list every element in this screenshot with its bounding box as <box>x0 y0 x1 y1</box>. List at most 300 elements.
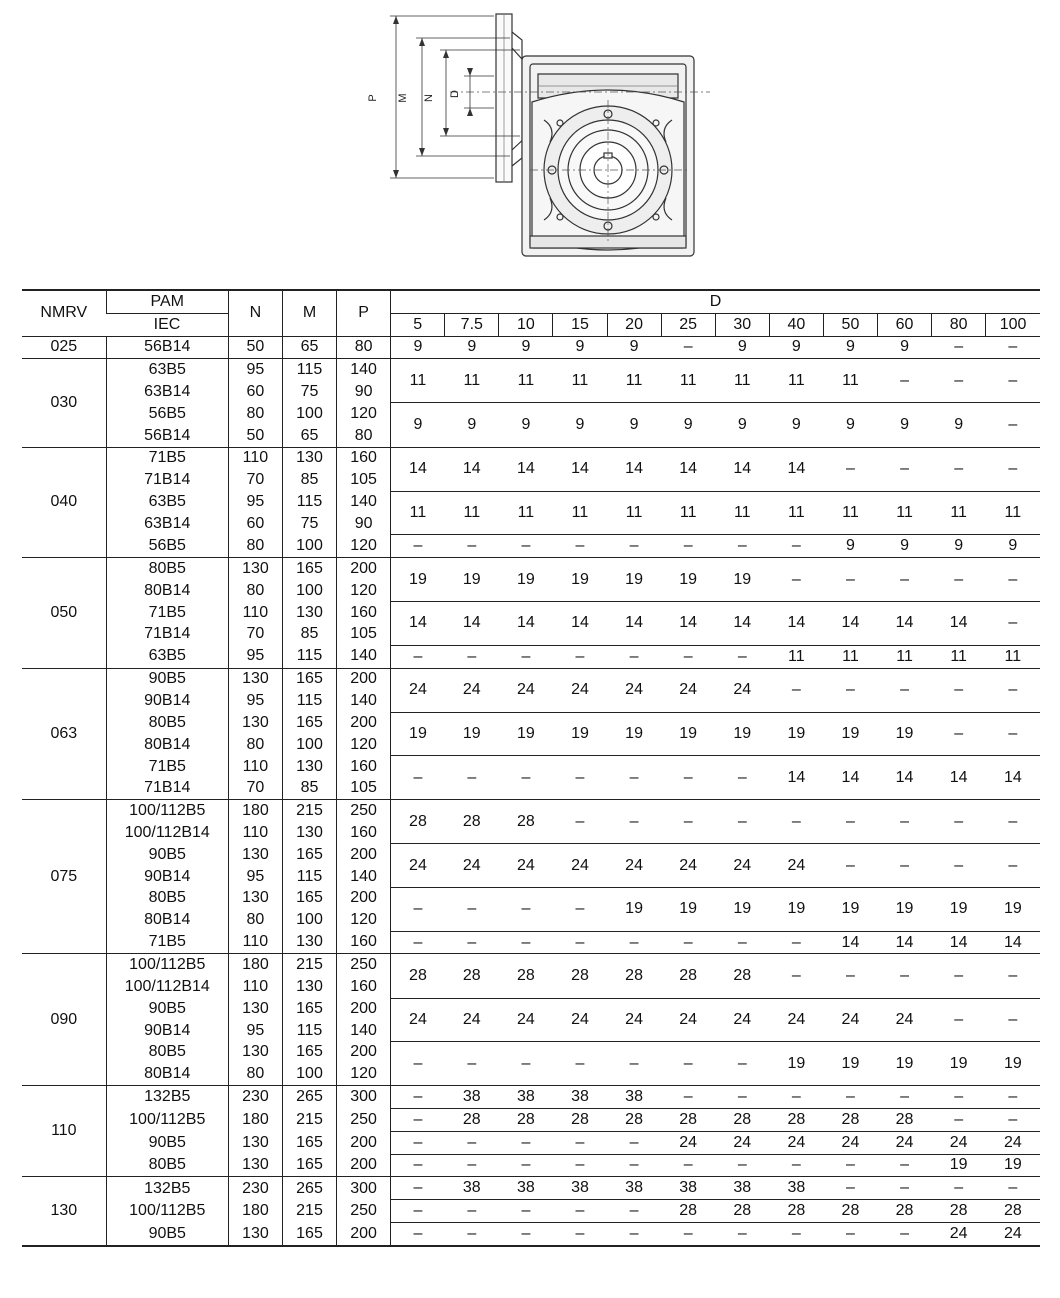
iec-cell: 63B5 <box>106 645 228 668</box>
m-cell: 75 <box>282 381 336 403</box>
shaft-diameter-cell: 24 <box>391 668 445 712</box>
iec-cell: 90B5 <box>106 844 228 866</box>
shaft-diameter-cell: 28 <box>715 1200 769 1223</box>
shaft-diameter-cell: 11 <box>823 645 877 668</box>
m-cell: 165 <box>282 844 336 866</box>
shaft-diameter-cell: 24 <box>932 1222 986 1245</box>
shaft-diameter-cell: 28 <box>986 1200 1040 1223</box>
shaft-diameter-cell: – <box>823 1086 877 1109</box>
header-nmrv: NMRV <box>22 290 106 336</box>
shaft-diameter-cell: 28 <box>661 954 715 998</box>
shaft-diameter-cell: – <box>769 1154 823 1177</box>
shaft-diameter-cell: – <box>932 998 986 1042</box>
shaft-diameter-cell: 24 <box>769 998 823 1042</box>
p-cell: 250 <box>337 1200 391 1223</box>
shaft-diameter-cell: – <box>553 1131 607 1154</box>
n-cell: 50 <box>228 425 282 447</box>
shaft-diameter-cell: 11 <box>769 491 823 535</box>
shaft-diameter-cell: 14 <box>607 602 661 646</box>
shaft-diameter-cell: – <box>769 1086 823 1109</box>
shaft-diameter-cell: 19 <box>553 712 607 756</box>
shaft-diameter-cell: – <box>553 800 607 844</box>
shaft-diameter-cell: 24 <box>445 998 499 1042</box>
n-cell: 130 <box>228 558 282 580</box>
shaft-diameter-cell: – <box>715 535 769 558</box>
shaft-diameter-cell: 9 <box>499 336 553 359</box>
shaft-diameter-cell: 24 <box>932 1131 986 1154</box>
shaft-diameter-cell: – <box>715 645 769 668</box>
shaft-diameter-cell: – <box>661 756 715 800</box>
shaft-diameter-cell: – <box>715 1222 769 1245</box>
table-row <box>22 1222 1040 1245</box>
shaft-diameter-cell: 19 <box>499 558 553 602</box>
shaft-diameter-cell: 9 <box>823 535 877 558</box>
n-cell: 110 <box>228 447 282 469</box>
header-d-value: 15 <box>553 313 607 336</box>
shaft-diameter-cell: 19 <box>661 712 715 756</box>
shaft-diameter-cell: 14 <box>986 931 1040 954</box>
model-cell: 130 <box>22 1177 106 1246</box>
shaft-diameter-cell: 19 <box>553 558 607 602</box>
shaft-diameter-cell: 38 <box>553 1086 607 1109</box>
shaft-diameter-cell: 11 <box>878 491 932 535</box>
shaft-diameter-cell: 28 <box>661 1200 715 1223</box>
p-cell: 140 <box>337 491 391 513</box>
n-cell: 110 <box>228 976 282 998</box>
p-cell: 120 <box>337 734 391 756</box>
p-cell: 160 <box>337 447 391 469</box>
shaft-diameter-cell: 28 <box>769 1108 823 1131</box>
shaft-diameter-cell: – <box>986 800 1040 844</box>
p-cell: 120 <box>337 580 391 602</box>
shaft-diameter-cell: 19 <box>607 888 661 932</box>
m-cell: 165 <box>282 888 336 910</box>
shaft-diameter-cell: – <box>986 447 1040 491</box>
shaft-diameter-cell: 9 <box>715 336 769 359</box>
p-cell: 160 <box>337 822 391 844</box>
shaft-diameter-cell: – <box>391 1086 445 1109</box>
shaft-diameter-cell: 14 <box>391 447 445 491</box>
shaft-diameter-cell: 28 <box>769 1200 823 1223</box>
n-cell: 70 <box>228 778 282 800</box>
shaft-diameter-cell: – <box>932 954 986 998</box>
shaft-diameter-cell: 24 <box>553 844 607 888</box>
shaft-diameter-cell: 14 <box>878 931 932 954</box>
shaft-diameter-cell: 28 <box>661 1108 715 1131</box>
shaft-diameter-cell: 24 <box>445 668 499 712</box>
shaft-diameter-cell: – <box>878 1086 932 1109</box>
iec-cell: 80B5 <box>106 888 228 910</box>
iec-cell: 100/112B14 <box>106 822 228 844</box>
shaft-diameter-cell: 14 <box>607 447 661 491</box>
shaft-diameter-cell: – <box>445 645 499 668</box>
shaft-diameter-cell: 9 <box>607 336 661 359</box>
n-cell: 130 <box>228 888 282 910</box>
n-cell: 130 <box>228 712 282 734</box>
shaft-diameter-cell: – <box>878 1154 932 1177</box>
shaft-diameter-cell: 28 <box>878 1200 932 1223</box>
shaft-diameter-cell: – <box>932 336 986 359</box>
shaft-diameter-cell: – <box>445 888 499 932</box>
m-cell: 215 <box>282 954 336 976</box>
table-row <box>22 998 1040 1020</box>
model-cell: 050 <box>22 558 106 668</box>
model-cell: 063 <box>22 668 106 800</box>
shaft-diameter-cell: 28 <box>607 1108 661 1131</box>
model-cell: 075 <box>22 800 106 954</box>
m-cell: 65 <box>282 336 336 359</box>
header-d: D <box>391 290 1040 313</box>
shaft-diameter-cell: 19 <box>823 1042 877 1086</box>
m-cell: 100 <box>282 909 336 931</box>
m-cell: 75 <box>282 513 336 535</box>
shaft-diameter-cell: – <box>607 1154 661 1177</box>
shaft-diameter-cell: 19 <box>932 1042 986 1086</box>
shaft-diameter-cell: 24 <box>769 1131 823 1154</box>
dimension-label-d: D <box>449 90 461 98</box>
p-cell: 200 <box>337 668 391 690</box>
shaft-diameter-cell: – <box>986 998 1040 1042</box>
shaft-diameter-cell: 24 <box>823 1131 877 1154</box>
iec-cell: 90B14 <box>106 1020 228 1042</box>
p-cell: 200 <box>337 844 391 866</box>
shaft-diameter-cell: – <box>769 558 823 602</box>
p-cell: 160 <box>337 602 391 624</box>
shaft-diameter-cell: 19 <box>607 558 661 602</box>
shaft-diameter-cell: – <box>607 931 661 954</box>
shaft-diameter-cell: 19 <box>769 712 823 756</box>
shaft-diameter-cell: – <box>986 602 1040 646</box>
shaft-diameter-cell: 11 <box>986 491 1040 535</box>
shaft-diameter-cell: – <box>445 1131 499 1154</box>
dimension-label-m: M <box>397 93 409 103</box>
p-cell: 200 <box>337 712 391 734</box>
p-cell: 140 <box>337 866 391 888</box>
shaft-diameter-cell: – <box>445 1200 499 1223</box>
table-row <box>22 1177 1040 1200</box>
model-cell: 090 <box>22 954 106 1086</box>
shaft-diameter-cell: 9 <box>445 403 499 447</box>
shaft-diameter-cell: 11 <box>391 491 445 535</box>
shaft-diameter-cell: 14 <box>878 602 932 646</box>
shaft-diameter-cell: – <box>499 535 553 558</box>
table-row <box>22 954 1040 976</box>
header-pam: PAM <box>106 290 228 313</box>
iec-cell: 80B5 <box>106 558 228 580</box>
shaft-diameter-cell: – <box>607 1131 661 1154</box>
shaft-diameter-cell: – <box>986 336 1040 359</box>
n-cell: 50 <box>228 336 282 359</box>
m-cell: 115 <box>282 690 336 712</box>
shaft-diameter-cell: 28 <box>823 1200 877 1223</box>
iec-cell: 56B5 <box>106 535 228 558</box>
shaft-diameter-cell: 9 <box>715 403 769 447</box>
shaft-diameter-cell: – <box>823 558 877 602</box>
n-cell: 130 <box>228 1154 282 1177</box>
shaft-diameter-cell: – <box>986 844 1040 888</box>
iec-cell: 100/112B5 <box>106 800 228 822</box>
header-d-value: 25 <box>661 313 715 336</box>
shaft-diameter-cell: – <box>391 756 445 800</box>
n-cell: 80 <box>228 403 282 425</box>
shaft-diameter-cell: – <box>391 888 445 932</box>
shaft-diameter-cell: 28 <box>932 1200 986 1223</box>
p-cell: 140 <box>337 690 391 712</box>
shaft-diameter-cell: 9 <box>878 535 932 558</box>
shaft-diameter-cell: – <box>878 954 932 998</box>
iec-cell: 80B14 <box>106 580 228 602</box>
shaft-diameter-cell: – <box>878 1222 932 1245</box>
n-cell: 60 <box>228 513 282 535</box>
header-d-value: 60 <box>878 313 932 336</box>
shaft-diameter-cell: – <box>607 756 661 800</box>
shaft-diameter-cell: – <box>715 1086 769 1109</box>
p-cell: 105 <box>337 469 391 491</box>
p-cell: 120 <box>337 535 391 558</box>
p-cell: 140 <box>337 359 391 381</box>
shaft-diameter-cell: 14 <box>769 602 823 646</box>
shaft-diameter-cell: 14 <box>661 602 715 646</box>
shaft-diameter-cell: 14 <box>391 602 445 646</box>
iec-cell: 63B14 <box>106 513 228 535</box>
shaft-diameter-cell: 28 <box>823 1108 877 1131</box>
m-cell: 165 <box>282 998 336 1020</box>
shaft-diameter-cell: – <box>499 1154 553 1177</box>
shaft-diameter-cell: – <box>823 1154 877 1177</box>
shaft-diameter-cell: 11 <box>986 645 1040 668</box>
shaft-diameter-cell: – <box>553 1042 607 1086</box>
shaft-diameter-cell: 11 <box>932 645 986 668</box>
shaft-diameter-cell: – <box>499 931 553 954</box>
n-cell: 70 <box>228 469 282 491</box>
n-cell: 110 <box>228 822 282 844</box>
shaft-diameter-cell: – <box>445 1154 499 1177</box>
shaft-diameter-cell: 11 <box>932 491 986 535</box>
shaft-diameter-cell: 14 <box>878 756 932 800</box>
table-row <box>22 668 1040 690</box>
p-cell: 160 <box>337 756 391 778</box>
iec-cell: 90B5 <box>106 1131 228 1154</box>
m-cell: 100 <box>282 734 336 756</box>
shaft-diameter-cell: – <box>715 1154 769 1177</box>
shaft-diameter-cell: 19 <box>715 558 769 602</box>
shaft-diameter-cell: – <box>607 535 661 558</box>
iec-cell: 80B5 <box>106 1154 228 1177</box>
dimension-label-n: N <box>423 94 435 102</box>
n-cell: 95 <box>228 866 282 888</box>
shaft-diameter-cell: – <box>715 1042 769 1086</box>
shaft-diameter-cell: – <box>823 1177 877 1200</box>
shaft-diameter-cell: 19 <box>878 1042 932 1086</box>
n-cell: 60 <box>228 381 282 403</box>
shaft-diameter-cell: 19 <box>715 712 769 756</box>
shaft-diameter-cell: – <box>932 1177 986 1200</box>
shaft-diameter-cell: 38 <box>715 1177 769 1200</box>
shaft-diameter-cell: 24 <box>715 998 769 1042</box>
shaft-diameter-cell: 9 <box>607 403 661 447</box>
shaft-diameter-cell: 9 <box>391 403 445 447</box>
header-d-value: 50 <box>823 313 877 336</box>
n-cell: 70 <box>228 623 282 645</box>
p-cell: 80 <box>337 425 391 447</box>
shaft-diameter-cell: 24 <box>715 668 769 712</box>
shaft-diameter-cell: 11 <box>715 491 769 535</box>
shaft-diameter-cell: 14 <box>445 602 499 646</box>
shaft-diameter-cell: 19 <box>878 712 932 756</box>
p-cell: 120 <box>337 403 391 425</box>
header-d-value: 100 <box>986 313 1040 336</box>
header-d-value: 20 <box>607 313 661 336</box>
dimension-label-p: P <box>367 94 379 102</box>
shaft-diameter-cell: – <box>932 558 986 602</box>
header-iec: IEC <box>106 313 228 336</box>
shaft-diameter-cell: – <box>932 712 986 756</box>
shaft-diameter-cell: 11 <box>769 359 823 403</box>
shaft-diameter-cell: 19 <box>932 888 986 932</box>
shaft-diameter-cell: – <box>823 447 877 491</box>
shaft-diameter-cell: 19 <box>661 558 715 602</box>
iec-cell: 90B14 <box>106 690 228 712</box>
shaft-diameter-cell: – <box>932 359 986 403</box>
shaft-diameter-cell: 19 <box>823 712 877 756</box>
m-cell: 165 <box>282 1042 336 1064</box>
shaft-diameter-cell: 28 <box>553 954 607 998</box>
shaft-diameter-cell: 14 <box>445 447 499 491</box>
table-row <box>22 1200 1040 1223</box>
m-cell: 65 <box>282 425 336 447</box>
shaft-diameter-cell: 19 <box>769 1042 823 1086</box>
shaft-diameter-cell: – <box>499 756 553 800</box>
table-row <box>22 535 1040 558</box>
shaft-diameter-cell: 9 <box>445 336 499 359</box>
shaft-diameter-cell: 24 <box>661 668 715 712</box>
table-row <box>22 645 1040 668</box>
table-row <box>22 447 1040 469</box>
shaft-diameter-cell: 11 <box>499 491 553 535</box>
shaft-diameter-cell: 19 <box>391 558 445 602</box>
shaft-diameter-cell: – <box>445 1222 499 1245</box>
n-cell: 80 <box>228 580 282 602</box>
shaft-diameter-cell: 28 <box>391 800 445 844</box>
shaft-diameter-cell: – <box>769 931 823 954</box>
m-cell: 100 <box>282 580 336 602</box>
n-cell: 180 <box>228 954 282 976</box>
table-row <box>22 602 1040 624</box>
shaft-diameter-cell: 14 <box>823 602 877 646</box>
shaft-diameter-cell: 28 <box>391 954 445 998</box>
shaft-diameter-cell: 28 <box>445 954 499 998</box>
p-cell: 80 <box>337 336 391 359</box>
p-cell: 120 <box>337 1063 391 1085</box>
shaft-diameter-cell: 28 <box>553 1108 607 1131</box>
shaft-diameter-cell: – <box>986 1177 1040 1200</box>
m-cell: 130 <box>282 447 336 469</box>
table-row <box>22 1086 1040 1109</box>
shaft-diameter-cell: 11 <box>661 491 715 535</box>
shaft-diameter-cell: – <box>553 1222 607 1245</box>
shaft-diameter-cell: – <box>661 645 715 668</box>
shaft-diameter-cell: 19 <box>932 1154 986 1177</box>
shaft-diameter-cell: 14 <box>715 602 769 646</box>
p-cell: 140 <box>337 1020 391 1042</box>
shaft-diameter-cell: 14 <box>769 756 823 800</box>
table-row <box>22 888 1040 910</box>
shaft-diameter-cell: 24 <box>715 844 769 888</box>
header-d-value: 30 <box>715 313 769 336</box>
header-d-value: 10 <box>499 313 553 336</box>
shaft-diameter-cell: – <box>553 645 607 668</box>
shaft-diameter-cell: 38 <box>445 1177 499 1200</box>
shaft-diameter-cell: 28 <box>499 954 553 998</box>
n-cell: 95 <box>228 359 282 381</box>
shaft-diameter-cell: 9 <box>661 403 715 447</box>
iec-cell: 71B14 <box>106 623 228 645</box>
n-cell: 130 <box>228 1131 282 1154</box>
shaft-diameter-cell: – <box>391 1154 445 1177</box>
shaft-diameter-cell: 19 <box>391 712 445 756</box>
n-cell: 180 <box>228 1108 282 1131</box>
header-n: N <box>228 290 282 336</box>
shaft-diameter-cell: – <box>553 1200 607 1223</box>
m-cell: 165 <box>282 712 336 734</box>
shaft-diameter-cell: 24 <box>607 998 661 1042</box>
shaft-diameter-cell: – <box>769 800 823 844</box>
shaft-diameter-cell: 24 <box>769 844 823 888</box>
shaft-diameter-cell: 11 <box>391 359 445 403</box>
p-cell: 200 <box>337 1042 391 1064</box>
shaft-diameter-cell: 9 <box>499 403 553 447</box>
shaft-diameter-cell: 38 <box>769 1177 823 1200</box>
shaft-diameter-cell: – <box>391 1108 445 1131</box>
p-cell: 250 <box>337 954 391 976</box>
p-cell: 200 <box>337 888 391 910</box>
iec-cell: 90B5 <box>106 668 228 690</box>
shaft-diameter-cell: 19 <box>986 1154 1040 1177</box>
shaft-diameter-cell: 14 <box>499 602 553 646</box>
flange-dimensions-table <box>22 289 1040 1247</box>
m-cell: 85 <box>282 778 336 800</box>
shaft-diameter-cell: 24 <box>445 844 499 888</box>
shaft-diameter-cell: 9 <box>553 336 607 359</box>
table-row <box>22 1154 1040 1177</box>
n-cell: 130 <box>228 844 282 866</box>
shaft-diameter-cell: – <box>391 931 445 954</box>
iec-cell: 132B5 <box>106 1177 228 1200</box>
shaft-diameter-cell: 24 <box>607 668 661 712</box>
p-cell: 200 <box>337 998 391 1020</box>
shaft-diameter-cell: 24 <box>553 998 607 1042</box>
shaft-diameter-cell: 19 <box>823 888 877 932</box>
m-cell: 115 <box>282 491 336 513</box>
p-cell: 300 <box>337 1177 391 1200</box>
p-cell: 90 <box>337 513 391 535</box>
p-cell: 200 <box>337 1222 391 1245</box>
m-cell: 165 <box>282 668 336 690</box>
p-cell: 200 <box>337 558 391 580</box>
iec-cell: 63B5 <box>106 491 228 513</box>
iec-cell: 100/112B5 <box>106 1108 228 1131</box>
shaft-diameter-cell: 9 <box>878 336 932 359</box>
shaft-diameter-cell: 19 <box>769 888 823 932</box>
shaft-diameter-cell: – <box>445 756 499 800</box>
shaft-diameter-cell: – <box>715 800 769 844</box>
n-cell: 130 <box>228 1222 282 1245</box>
shaft-diameter-cell: – <box>499 1222 553 1245</box>
shaft-diameter-cell: 11 <box>445 491 499 535</box>
table-row <box>22 336 1040 359</box>
shaft-diameter-cell: – <box>661 535 715 558</box>
n-cell: 130 <box>228 998 282 1020</box>
